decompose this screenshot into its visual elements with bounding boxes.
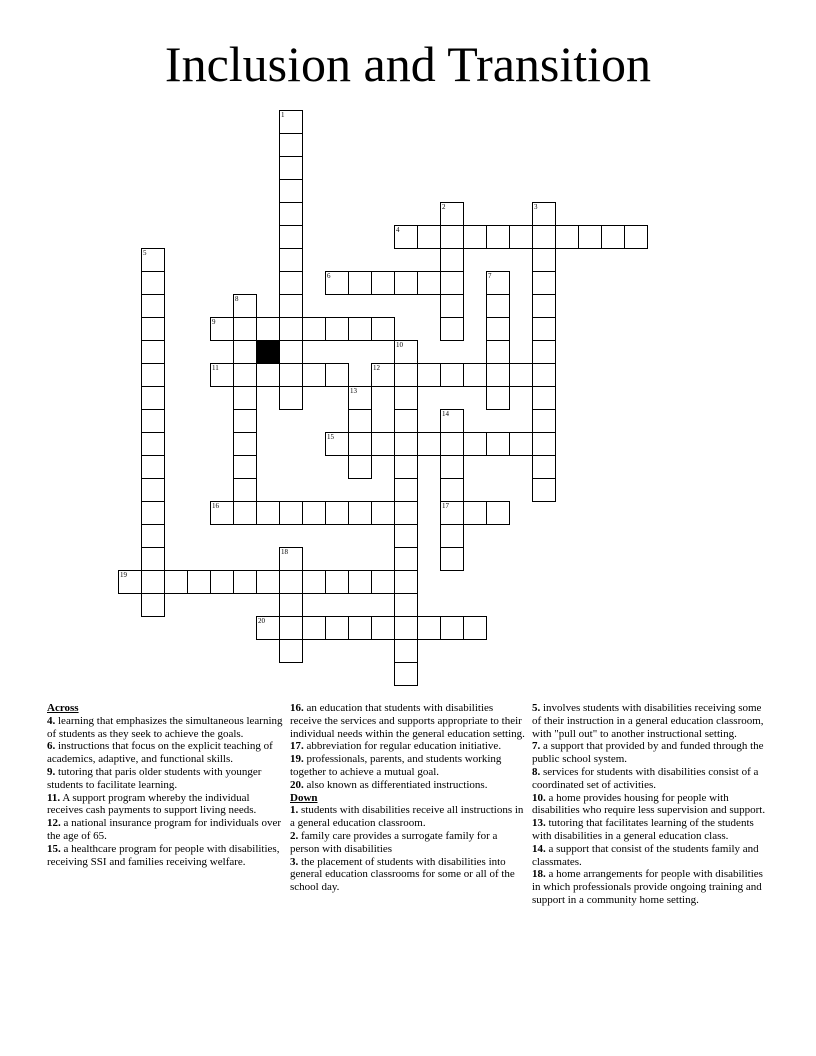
- grid-cell[interactable]: [532, 271, 556, 295]
- black-square: [256, 340, 280, 364]
- grid-cell[interactable]: [394, 271, 418, 295]
- grid-cell[interactable]: [210, 363, 234, 387]
- grid-cell[interactable]: [394, 225, 418, 249]
- clue-down-18: 18. a home arrangements for people with disabilities in which professionals provide ongoing training and support in a community home setting.: [532, 868, 763, 906]
- grid-cell[interactable]: [256, 616, 280, 640]
- grid-cell[interactable]: [233, 340, 257, 364]
- grid-cell[interactable]: [486, 271, 510, 295]
- grid-cell[interactable]: [509, 225, 533, 249]
- grid-cell[interactable]: [141, 593, 165, 617]
- grid-cell[interactable]: [141, 271, 165, 295]
- grid-cell[interactable]: [187, 570, 211, 594]
- grid-cell[interactable]: [532, 409, 556, 433]
- grid-cell[interactable]: [118, 570, 142, 594]
- grid-cell[interactable]: [233, 294, 257, 318]
- grid-cell[interactable]: [210, 317, 234, 341]
- grid-cell[interactable]: [394, 340, 418, 364]
- grid-cell[interactable]: [348, 455, 372, 479]
- grid-cell[interactable]: [394, 432, 418, 456]
- cell-number: 8: [235, 295, 239, 303]
- grid-cell[interactable]: [233, 386, 257, 410]
- grid-cell[interactable]: [440, 432, 464, 456]
- cell-number: 13: [350, 387, 357, 395]
- grid-cell[interactable]: [279, 225, 303, 249]
- clue-across-19: 19. professionals, parents, and students working together to achieve a mutual goal.: [290, 753, 502, 778]
- grid-cell[interactable]: [233, 478, 257, 502]
- grid-cell[interactable]: [325, 432, 349, 456]
- grid-cell[interactable]: [440, 501, 464, 525]
- grid-cell[interactable]: [394, 570, 418, 594]
- cell-number: 16: [212, 502, 219, 510]
- clue-across-11: 11. A support program whereby the individual receives cash payments to support living needs.: [47, 791, 257, 817]
- grid-cell[interactable]: [302, 616, 326, 640]
- grid-cell[interactable]: [371, 501, 395, 525]
- grid-cell[interactable]: [394, 616, 418, 640]
- grid-cell[interactable]: [233, 570, 257, 594]
- grid-cell[interactable]: [486, 340, 510, 364]
- grid-cell[interactable]: [141, 363, 165, 387]
- grid-cell[interactable]: [440, 317, 464, 341]
- grid-cell[interactable]: [279, 294, 303, 318]
- grid-cell[interactable]: [302, 317, 326, 341]
- grid-cell[interactable]: [440, 225, 464, 249]
- grid-cell[interactable]: [371, 363, 395, 387]
- grid-cell[interactable]: [394, 547, 418, 571]
- cell-number: 5: [143, 249, 147, 257]
- clue-down-3: 3. the placement of students with disabilities into general education classrooms for some or all of the school day.: [290, 855, 515, 894]
- grid-cell[interactable]: [348, 501, 372, 525]
- grid-cell[interactable]: [302, 570, 326, 594]
- grid-cell[interactable]: [532, 317, 556, 341]
- grid-cell[interactable]: [279, 110, 303, 134]
- grid-cell[interactable]: [440, 547, 464, 571]
- grid-cell[interactable]: [325, 317, 349, 341]
- grid-cell[interactable]: [348, 271, 372, 295]
- grid-cell[interactable]: [440, 478, 464, 502]
- clues-column-3: [532, 702, 768, 907]
- clue-across-9: 9. tutoring that paris older students with younger students to facilitate learning.: [47, 765, 262, 791]
- grid-cell[interactable]: [394, 455, 418, 479]
- across-header: Across: [47, 702, 79, 714]
- clue-down-5: 5. involves students with disabilities receiving some of their instruction in a general education classroom, with "pull out" to another instructional setting.: [532, 702, 764, 740]
- grid-cell[interactable]: [348, 432, 372, 456]
- grid-cell[interactable]: [210, 570, 234, 594]
- grid-cell[interactable]: [394, 593, 418, 617]
- clue-across-12: 12. a national insurance program for individuals over the age of 65.: [47, 817, 281, 842]
- grid-cell[interactable]: [279, 317, 303, 341]
- clue-across-16: 16. an education that students with disabilities receive the services and supports appropriate to their individual needs within the general education setting.: [290, 702, 525, 740]
- grid-cell[interactable]: [279, 179, 303, 203]
- grid-cell[interactable]: [279, 202, 303, 226]
- grid-cell[interactable]: [532, 340, 556, 364]
- cell-number: 2: [442, 203, 446, 211]
- grid-cell[interactable]: [279, 616, 303, 640]
- grid-cell[interactable]: [279, 501, 303, 525]
- grid-cell[interactable]: [440, 524, 464, 548]
- grid-cell[interactable]: [463, 501, 487, 525]
- grid-cell[interactable]: [440, 294, 464, 318]
- clue-down-2: 2. family care provides a surrogate family for a person with disabilities: [290, 829, 498, 855]
- grid-cell[interactable]: [279, 639, 303, 663]
- grid-cell[interactable]: [486, 363, 510, 387]
- grid-cell[interactable]: [394, 386, 418, 410]
- grid-cell[interactable]: [601, 225, 625, 249]
- grid-cell[interactable]: [463, 432, 487, 456]
- grid-cell[interactable]: [233, 432, 257, 456]
- grid-cell[interactable]: [394, 363, 418, 387]
- grid-cell[interactable]: [440, 616, 464, 640]
- grid-cell[interactable]: [141, 478, 165, 502]
- grid-cell[interactable]: [394, 662, 418, 686]
- grid-cell[interactable]: [141, 317, 165, 341]
- clue-down-7: 7. a support that provided by and funded through the public school system.: [532, 740, 764, 766]
- grid-cell[interactable]: [325, 271, 349, 295]
- grid-cell[interactable]: [371, 616, 395, 640]
- grid-cell[interactable]: [233, 317, 257, 341]
- cell-number: 4: [396, 226, 400, 234]
- grid-cell[interactable]: [256, 501, 280, 525]
- grid-cell[interactable]: [532, 202, 556, 226]
- grid-cell[interactable]: [440, 455, 464, 479]
- grid-cell[interactable]: [417, 271, 441, 295]
- grid-cell[interactable]: [141, 248, 165, 272]
- clue-across-20: 20. also known as differentiated instructions.: [290, 778, 488, 791]
- grid-cell[interactable]: [210, 501, 234, 525]
- clue-down-13: 13. tutoring that facilitates learning of the students with disabilities in a general education class.: [532, 817, 754, 842]
- cell-number: 3: [534, 203, 538, 211]
- grid-cell[interactable]: [578, 225, 602, 249]
- grid-cell[interactable]: [141, 455, 165, 479]
- grid-cell[interactable]: [164, 570, 188, 594]
- grid-cell[interactable]: [348, 570, 372, 594]
- grid-cell[interactable]: [279, 248, 303, 272]
- clue-across-4: 4. learning that emphasizes the simultaneous learning of students as they seek to achieve the goals.: [47, 714, 283, 740]
- clue-across-15: 15. a healthcare program for people with disabilities, receiving SSI and families receiving welfare.: [47, 842, 280, 868]
- grid-cell[interactable]: [394, 478, 418, 502]
- grid-cell[interactable]: [371, 570, 395, 594]
- grid-cell[interactable]: [325, 616, 349, 640]
- cell-number: 6: [327, 272, 331, 280]
- grid-cell[interactable]: [555, 225, 579, 249]
- cell-number: 15: [327, 433, 334, 441]
- grid-cell[interactable]: [486, 432, 510, 456]
- grid-cell[interactable]: [279, 386, 303, 410]
- grid-cell[interactable]: [256, 570, 280, 594]
- grid-cell[interactable]: [417, 225, 441, 249]
- grid-cell[interactable]: [348, 386, 372, 410]
- puzzle-title: Inclusion and Transition: [164, 36, 652, 92]
- cell-number: 17: [442, 502, 449, 510]
- grid-cell[interactable]: [486, 501, 510, 525]
- grid-cell[interactable]: [486, 386, 510, 410]
- grid-cell[interactable]: [279, 363, 303, 387]
- grid-cell[interactable]: [394, 409, 418, 433]
- grid-cell[interactable]: [141, 501, 165, 525]
- grid-cell[interactable]: [279, 340, 303, 364]
- cell-number: 10: [396, 341, 403, 349]
- grid-cell[interactable]: [141, 524, 165, 548]
- grid-cell[interactable]: [509, 363, 533, 387]
- grid-cell[interactable]: [279, 271, 303, 295]
- grid-cell[interactable]: [233, 363, 257, 387]
- cell-number: 14: [442, 410, 449, 418]
- grid-cell[interactable]: [325, 363, 349, 387]
- cell-number: 9: [212, 318, 216, 326]
- grid-cell[interactable]: [463, 225, 487, 249]
- cell-number: 7: [488, 272, 492, 280]
- grid-cell[interactable]: [486, 317, 510, 341]
- grid-cell[interactable]: [279, 547, 303, 571]
- grid-cell[interactable]: [141, 432, 165, 456]
- grid-cell[interactable]: [279, 156, 303, 180]
- grid-cell[interactable]: [440, 363, 464, 387]
- grid-cell[interactable]: [141, 294, 165, 318]
- grid-cell[interactable]: [532, 455, 556, 479]
- grid-cell[interactable]: [325, 501, 349, 525]
- grid-cell[interactable]: [233, 501, 257, 525]
- grid-cell[interactable]: [302, 363, 326, 387]
- grid-cell[interactable]: [233, 455, 257, 479]
- grid-cell[interactable]: [624, 225, 648, 249]
- grid-cell[interactable]: [486, 294, 510, 318]
- clue-across-6: 6. instructions that focus on the explicit teaching of academics, adaptive, and functional skills.: [47, 740, 273, 766]
- grid-cell[interactable]: [141, 409, 165, 433]
- clue-across-17: 17. abbreviation for regular education initiative.: [290, 740, 502, 753]
- clues-column-2: [290, 702, 526, 894]
- grid-cell[interactable]: [302, 501, 326, 525]
- cell-number: 19: [120, 571, 127, 579]
- grid-cell[interactable]: [440, 202, 464, 226]
- grid-cell[interactable]: [486, 225, 510, 249]
- clue-down-1: 1. students with disabilities receive all instructions in a general education classroom.: [290, 804, 524, 830]
- cell-number: 1: [281, 111, 285, 119]
- grid-cell[interactable]: [440, 271, 464, 295]
- grid-cell[interactable]: [417, 363, 441, 387]
- grid-cell[interactable]: [371, 317, 395, 341]
- grid-cell[interactable]: [463, 616, 487, 640]
- cell-number: 11: [212, 364, 219, 372]
- grid-cell[interactable]: [532, 248, 556, 272]
- grid-cell[interactable]: [417, 432, 441, 456]
- grid-cell[interactable]: [532, 294, 556, 318]
- grid-cell[interactable]: [141, 547, 165, 571]
- grid-cell[interactable]: [532, 386, 556, 410]
- clues-column-1: [47, 702, 283, 868]
- grid-cell[interactable]: [325, 570, 349, 594]
- clue-down-14: 14. a support that consist of the students family and classmates.: [532, 842, 759, 868]
- grid-cell[interactable]: [279, 133, 303, 157]
- grid-cell[interactable]: [371, 432, 395, 456]
- grid-cell[interactable]: [279, 570, 303, 594]
- grid-cell[interactable]: [256, 317, 280, 341]
- grid-cell[interactable]: [256, 363, 280, 387]
- grid-cell[interactable]: [532, 363, 556, 387]
- clue-down-8: 8. services for students with disabilities consist of a coordinated set of activities.: [532, 765, 759, 791]
- grid-cell[interactable]: [348, 616, 372, 640]
- grid-cell[interactable]: [532, 478, 556, 502]
- grid-cell[interactable]: [141, 340, 165, 364]
- grid-cell[interactable]: [279, 593, 303, 617]
- grid-cell[interactable]: [141, 386, 165, 410]
- cell-number: 12: [373, 364, 380, 372]
- grid-cell[interactable]: [348, 317, 372, 341]
- grid-cell[interactable]: [532, 225, 556, 249]
- grid-cell[interactable]: [394, 639, 418, 663]
- grid-cell[interactable]: [141, 570, 165, 594]
- grid-cell[interactable]: [532, 432, 556, 456]
- grid-cell[interactable]: [348, 409, 372, 433]
- down-header: Down: [290, 791, 318, 804]
- grid-cell[interactable]: [463, 363, 487, 387]
- cell-number: 20: [258, 617, 265, 625]
- cell-number: 18: [281, 548, 288, 556]
- grid-cell[interactable]: [440, 409, 464, 433]
- grid-cell[interactable]: [233, 409, 257, 433]
- clue-down-10: 10. a home provides housing for people with disabilities who require less supervision and support.: [532, 791, 766, 817]
- grid-cell[interactable]: [417, 616, 441, 640]
- grid-cell[interactable]: [371, 271, 395, 295]
- grid-cell[interactable]: [440, 248, 464, 272]
- grid-cell[interactable]: [394, 501, 418, 525]
- grid-cell[interactable]: [394, 524, 418, 548]
- grid-cell[interactable]: [509, 432, 533, 456]
